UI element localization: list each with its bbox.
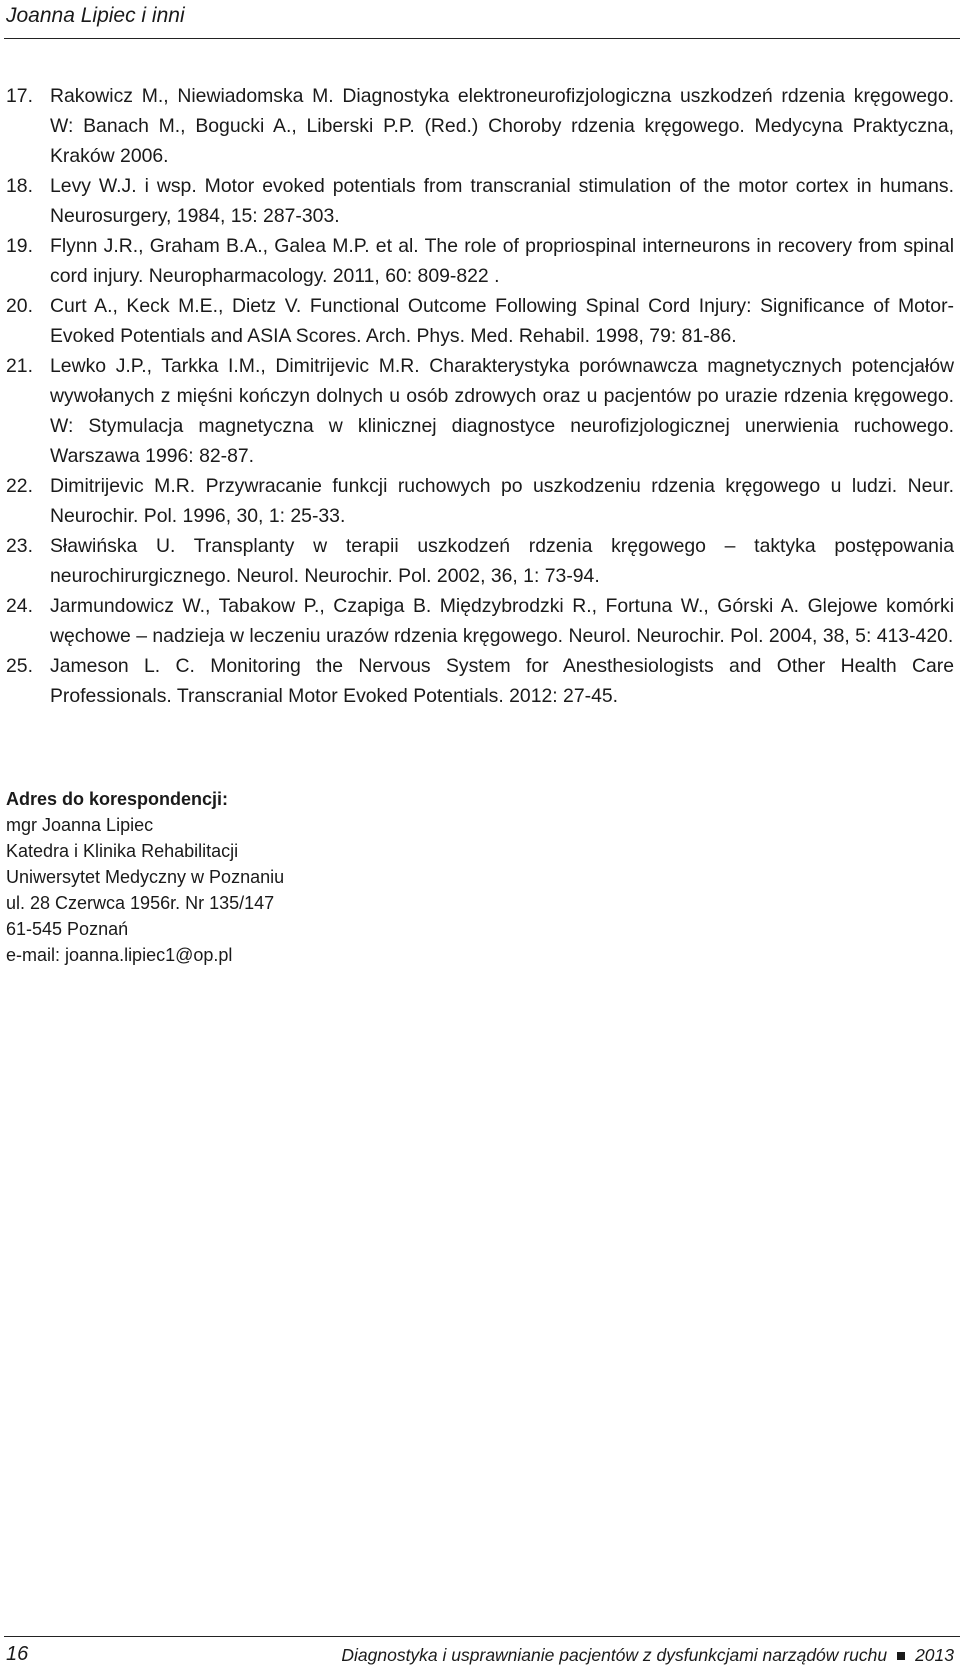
reference-number: 18. — [6, 175, 33, 197]
journal-year: 2013 — [915, 1645, 954, 1665]
reference-text: Dimitrijevic M.R. Przywracanie funkcji ruchowych po uszkodzeniu rdzenia kręgowego u ludzi. Neur. Neurochir. Pol. 1996, 30, 1: 25-33. — [50, 475, 954, 527]
correspondence-city: 61-545 Poznań — [6, 919, 129, 939]
correspondence-university: Uniwersytet Medyczny w Poznaniu — [6, 867, 285, 887]
reference-number: 22. — [6, 475, 33, 497]
reference-text: Flynn J.R., Graham B.A., Galea M.P. et al. The role of propriospinal interneurons in recovery from spinal cord injury. Neuropharmacology. 2011, 60: 809-822 . — [50, 235, 954, 287]
reference-text: Rakowicz M., Niewiadomska M. Diagnostyka elektroneurofizjologiczna uszkodzeń rdzenia kręgowego. W: Banach M., Bogucki A., Liberski P.P. (Red.) Choroby rdzenia kręgowego. Medycyna Praktyczna, Kraków 2006. — [50, 85, 954, 167]
reference-number: 24. — [6, 595, 33, 617]
reference-item — [6, 231, 954, 291]
reference-item — [6, 531, 954, 591]
header-rule — [4, 38, 960, 39]
reference-number: 17. — [6, 85, 33, 107]
reference-text: Jarmundowicz W., Tabakow P., Czapiga B. Międzybrodzki R., Fortuna W., Górski A. Glejowe komórki węchowe – nadzieja w leczeniu urazów rdzenia kręgowego. Neurol. Neurochir. Pol. 2004, 38, 5: 413-420. — [50, 595, 954, 647]
journal-title: Diagnostyka i usprawnianie pacjentów z dysfunkcjami narządów ruchu — [341, 1645, 888, 1665]
correspondence-email: e-mail: joanna.lipiec1@op.pl — [6, 945, 233, 965]
reference-number: 23. — [6, 535, 33, 557]
page-number: 16 — [6, 1643, 29, 1665]
correspondence-name: mgr Joanna Lipiec — [6, 815, 154, 835]
reference-number: 20. — [6, 295, 33, 317]
reference-number: 21. — [6, 355, 33, 377]
reference-text: Levy W.J. i wsp. Motor evoked potentials from transcranial stimulation of the motor cortex in humans. Neurosurgery, 1984, 15: 287-303. — [50, 175, 954, 227]
reference-number: 25. — [6, 655, 33, 677]
reference-item — [6, 591, 954, 651]
reference-text: Curt A., Keck M.E., Dietz V. Functional Outcome Following Spinal Cord Injury: Significance of Motor-Evoked Potentials and ASIA Scores. Arch. Phys. Med. Rehabil. 1998, 79: 81-86. — [50, 295, 954, 347]
reference-text: Sławińska U. Transplanty w terapii uszkodzeń rdzenia kręgowego – taktyka postępowania neurochirurgicznego. Neurol. Neurochir. Pol. 2002, 36, 1: 73-94. — [50, 535, 954, 587]
reference-item — [6, 81, 954, 171]
reference-item — [6, 171, 954, 231]
square-bullet-icon — [897, 1652, 905, 1660]
reference-item — [6, 651, 954, 711]
reference-item — [6, 471, 954, 531]
correspondence-heading: Adres do korespondencji: — [6, 789, 229, 809]
running-head: Joanna Lipiec i inni — [6, 4, 185, 27]
footer-rule — [4, 1636, 960, 1637]
reference-number: 19. — [6, 235, 33, 257]
reference-list — [6, 81, 954, 711]
reference-text: Jameson L. C. Monitoring the Nervous System for Anesthesiologists and Other Health Care Professionals. Transcranial Motor Evoked Potentials. 2012: 27-45. — [50, 655, 954, 707]
correspondence-street: ul. 28 Czerwca 1956r. Nr 135/147 — [6, 893, 275, 913]
footer-journal — [341, 1645, 954, 1666]
correspondence-block — [6, 786, 284, 968]
reference-item — [6, 291, 954, 351]
correspondence-department: Katedra i Klinika Rehabilitacji — [6, 841, 239, 861]
reference-text: Lewko J.P., Tarkka I.M., Dimitrijevic M.R. Charakterystyka porównawcza magnetycznych potencjałów wywołanych z mięśni kończyn dolnych u osób zdrowych oraz u pacjentów po urazie rdzenia kręgowego. W: Stymulacja magnetyczna w klinicznej diagnostyce neurofizjologicznej unerwienia ruchowego. Warszawa 1996: 82-87. — [50, 355, 954, 467]
reference-item — [6, 351, 954, 471]
